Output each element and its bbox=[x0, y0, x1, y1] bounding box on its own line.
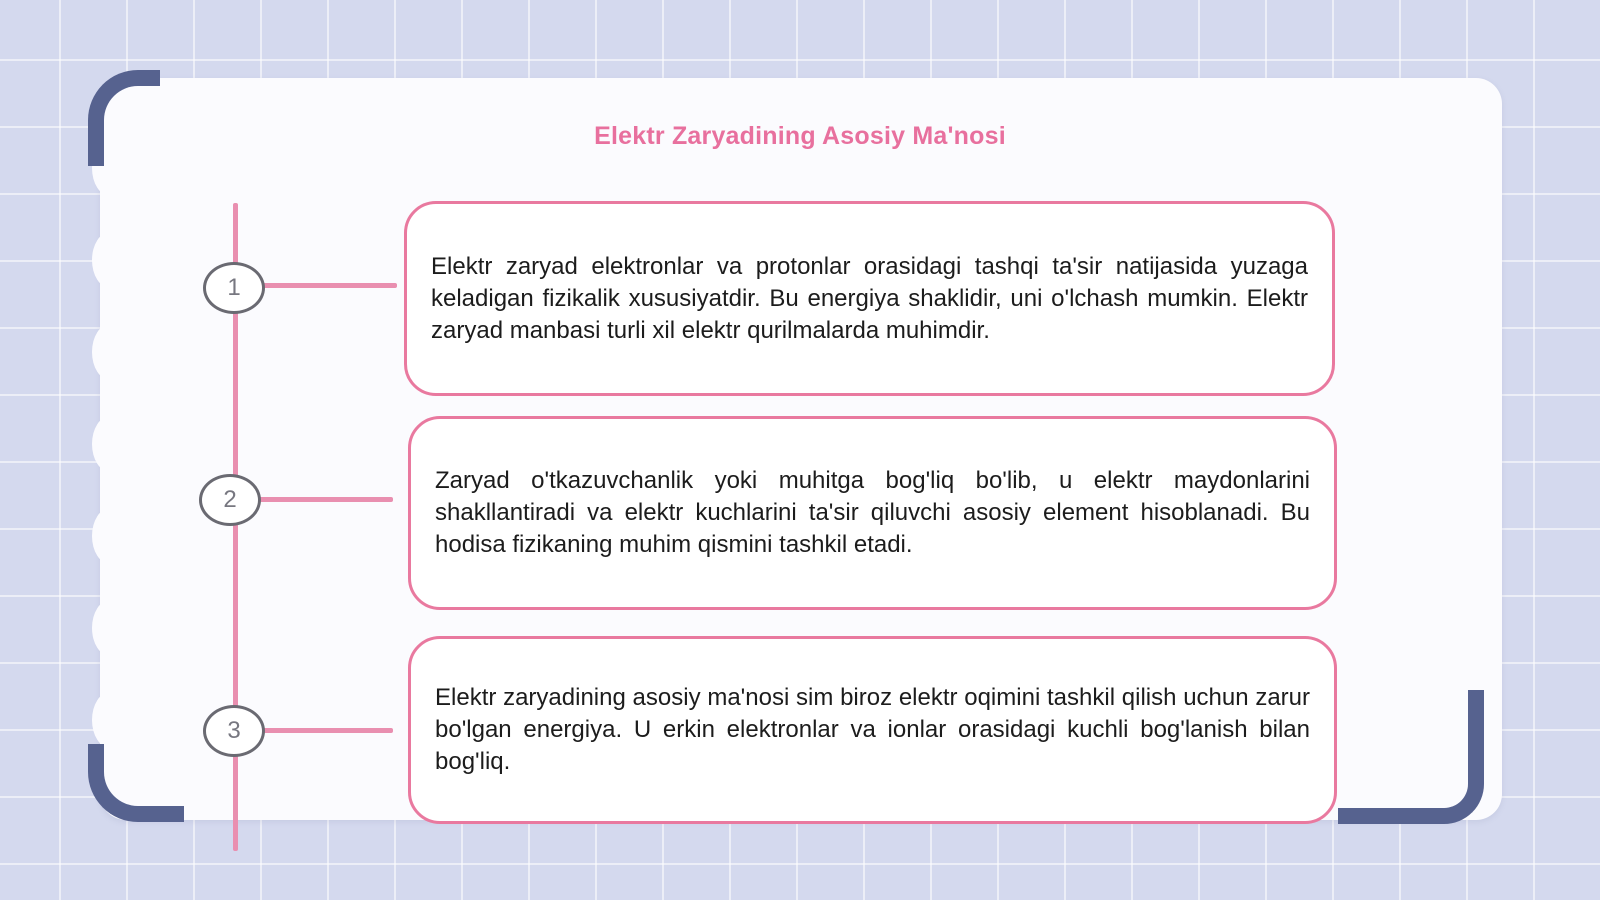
slide-title: Elektr Zaryadining Asosiy Ma'nosi bbox=[594, 122, 1006, 150]
content-box-1 bbox=[404, 201, 1335, 396]
scallop bbox=[92, 416, 128, 472]
timeline-node-1 bbox=[203, 262, 265, 314]
step-number-2: 2 bbox=[223, 486, 237, 513]
content-text-3: Elektr zaryadining asosiy ma'nosi sim biroz elektr oqimini tashkil qilish uchun zarur bo'lgan energiya. U erkin elektronlar va ionlar orasidagi kuchli bog'lanish bilan bog'liq. bbox=[435, 684, 1310, 775]
content-box-2 bbox=[408, 416, 1337, 610]
timeline-connector-2 bbox=[258, 497, 393, 502]
corner-bracket-top-left bbox=[88, 70, 160, 166]
content-box-3 bbox=[408, 636, 1337, 824]
timeline-connector-3 bbox=[262, 728, 393, 733]
corner-bracket-bottom-left bbox=[88, 744, 184, 822]
step-number-1: 1 bbox=[227, 274, 241, 301]
scallop bbox=[92, 508, 128, 564]
scallop bbox=[92, 324, 128, 380]
step-number-3: 3 bbox=[227, 717, 241, 744]
content-text-2: Zaryad o'tkazuvchanlik yoki muhitga bog'liq bo'lib, u elektr maydonlarini shakllantiradi va elektr kuchlarini ta'sir qiluvchi asosiy element hisoblanadi. Bu hodisa fizikaning muhim qismini tashkil etadi. bbox=[435, 467, 1310, 558]
notebook-edge-scallops bbox=[92, 140, 128, 760]
content-text-1: Elektr zaryad elektronlar va protonlar orasidagi tashqi ta'sir natijasida yuzaga keladigan fizikalik xususiyatdir. Bu energiya shaklidir, uni o'lchash mumkin. Elektr zaryad manbasi turli xil elektr qurilmalarda muhimdir. bbox=[431, 252, 1308, 344]
timeline-node-3 bbox=[203, 705, 265, 757]
scallop bbox=[92, 232, 128, 288]
timeline-node-2 bbox=[199, 474, 261, 526]
corner-bracket-bottom-right bbox=[1338, 690, 1484, 824]
timeline-connector-1 bbox=[262, 283, 397, 288]
scallop bbox=[92, 692, 128, 748]
scallop bbox=[92, 600, 128, 656]
